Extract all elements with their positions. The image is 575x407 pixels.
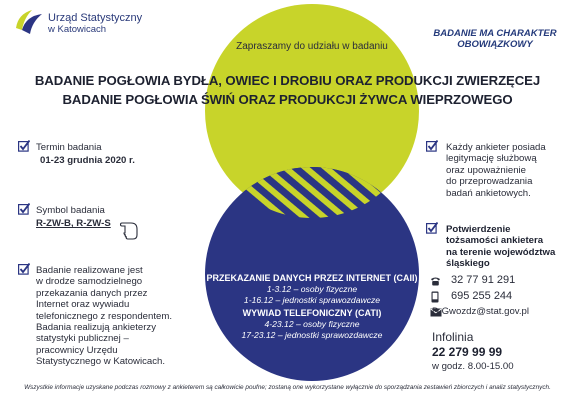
infolinia-number[interactable]: 22 279 99 99 xyxy=(432,345,503,359)
desc-line: Badania realizują ankieterzy xyxy=(36,322,156,334)
footer-note: Wszystkie informacje uzyskane podczas rozmowy z ankieterem są całkowicie poufne; zostaną one wykorzystane wyłącznie do sporządzania zestawień zbiorczych i analiz statystycznych. xyxy=(24,384,551,391)
checkbox-icon xyxy=(426,140,438,152)
checkbox-icon xyxy=(18,140,30,152)
pointing-hand-icon xyxy=(118,220,140,242)
checkbox-icon xyxy=(18,203,30,215)
ankieter-line: do przeprowadzania xyxy=(446,176,533,188)
caii-title: PRZEKAZANIE DANYCH PRZEZ INTERNET (CAII) xyxy=(206,273,418,283)
caii-line: 1-3.12 – osoby fizyczne xyxy=(266,284,358,294)
survey-description xyxy=(36,265,172,368)
desc-line: telefonicznego z respondentem. xyxy=(36,310,172,322)
mobile-phone-icon xyxy=(431,291,439,303)
desc-line: pracownicy Urzędu xyxy=(36,344,118,356)
infolinia-hours: w godz. 8.00-15.00 xyxy=(432,361,514,372)
title-line2: BADANIE POGŁOWIA ŚWIŃ ORAZ PRODUKCJI ŻYWCA WIEPRZOWEGO xyxy=(62,92,513,107)
logo-text xyxy=(48,13,142,35)
confirm-line: tożsamości ankietera xyxy=(446,235,544,247)
desc-line: Badanie realizowane jest xyxy=(36,265,143,276)
logo-line1: Urząd Statystyczny xyxy=(48,12,143,24)
confirm-line: Potwierdzenie xyxy=(446,224,511,235)
cati-line: 4-23.12 – osoby fizyczne xyxy=(264,319,360,329)
gus-logo-icon xyxy=(12,6,46,38)
phone-number-2[interactable]: 695 255 244 xyxy=(451,290,513,302)
checkbox-icon xyxy=(18,263,30,275)
invite-text: Zapraszamy do udziału w badaniu xyxy=(236,41,388,52)
desc-line: przekazania danych przez xyxy=(36,287,148,299)
desc-line: statystyki publicznej – xyxy=(36,333,129,345)
mandatory-line1: BADANIE MA CHARAKTER xyxy=(433,28,557,39)
logo-line2: w Katowicach xyxy=(48,24,107,35)
ankieter-line: oraz upoważnienie xyxy=(446,164,527,176)
infolinia-label: Infolinia xyxy=(432,330,474,344)
ankieter-info xyxy=(446,142,546,199)
title-line1: BADANIE POGŁOWIA BYDŁA, OWIEC I DROBIU ORAZ PRODUKCJI ZWIERZĘCEJ xyxy=(34,73,541,88)
phone-icon xyxy=(430,276,441,286)
confirm-line: śląskiego xyxy=(446,258,490,270)
checkbox-icon xyxy=(426,222,438,234)
cati-title: WYWIAD TELEFONICZNY (CATI) xyxy=(242,308,382,318)
mandatory-line2: OBOWIĄZKOWY xyxy=(457,39,533,50)
term-value: 01-23 grudnia 2020 r. xyxy=(40,155,135,166)
term-label: Termin badania xyxy=(36,142,102,153)
symbol-label: Symbol badania xyxy=(36,205,105,216)
confirm-line: na terenie województwa xyxy=(446,246,556,258)
ankieter-line: legitymację służbową xyxy=(446,153,537,165)
cati-line: 17-23.12 – jednostki sprawozdawcze xyxy=(241,330,383,340)
desc-line: Statystycznego w Katowicach. xyxy=(36,356,166,368)
desc-line: w drodze samodzielnego xyxy=(36,276,143,288)
email-link[interactable]: D.Gwozdz@stat.gov.pl xyxy=(432,306,530,317)
page-title xyxy=(0,71,575,109)
phone-number-1[interactable]: 32 77 91 291 xyxy=(451,274,516,286)
mandatory-note xyxy=(425,28,565,50)
desc-line: Internet oraz wywiadu xyxy=(36,299,130,311)
ankieter-line: Każdy ankieter posiada xyxy=(446,142,546,153)
caii-line: 1-16.12 – jednostki sprawozdawcze xyxy=(243,295,381,305)
confirm-identity xyxy=(446,224,555,270)
ankieter-line: badań ankietowych. xyxy=(446,187,531,199)
symbol-value: R-ZW-B, R-ZW-S xyxy=(36,218,111,229)
schedule-block xyxy=(192,272,432,341)
